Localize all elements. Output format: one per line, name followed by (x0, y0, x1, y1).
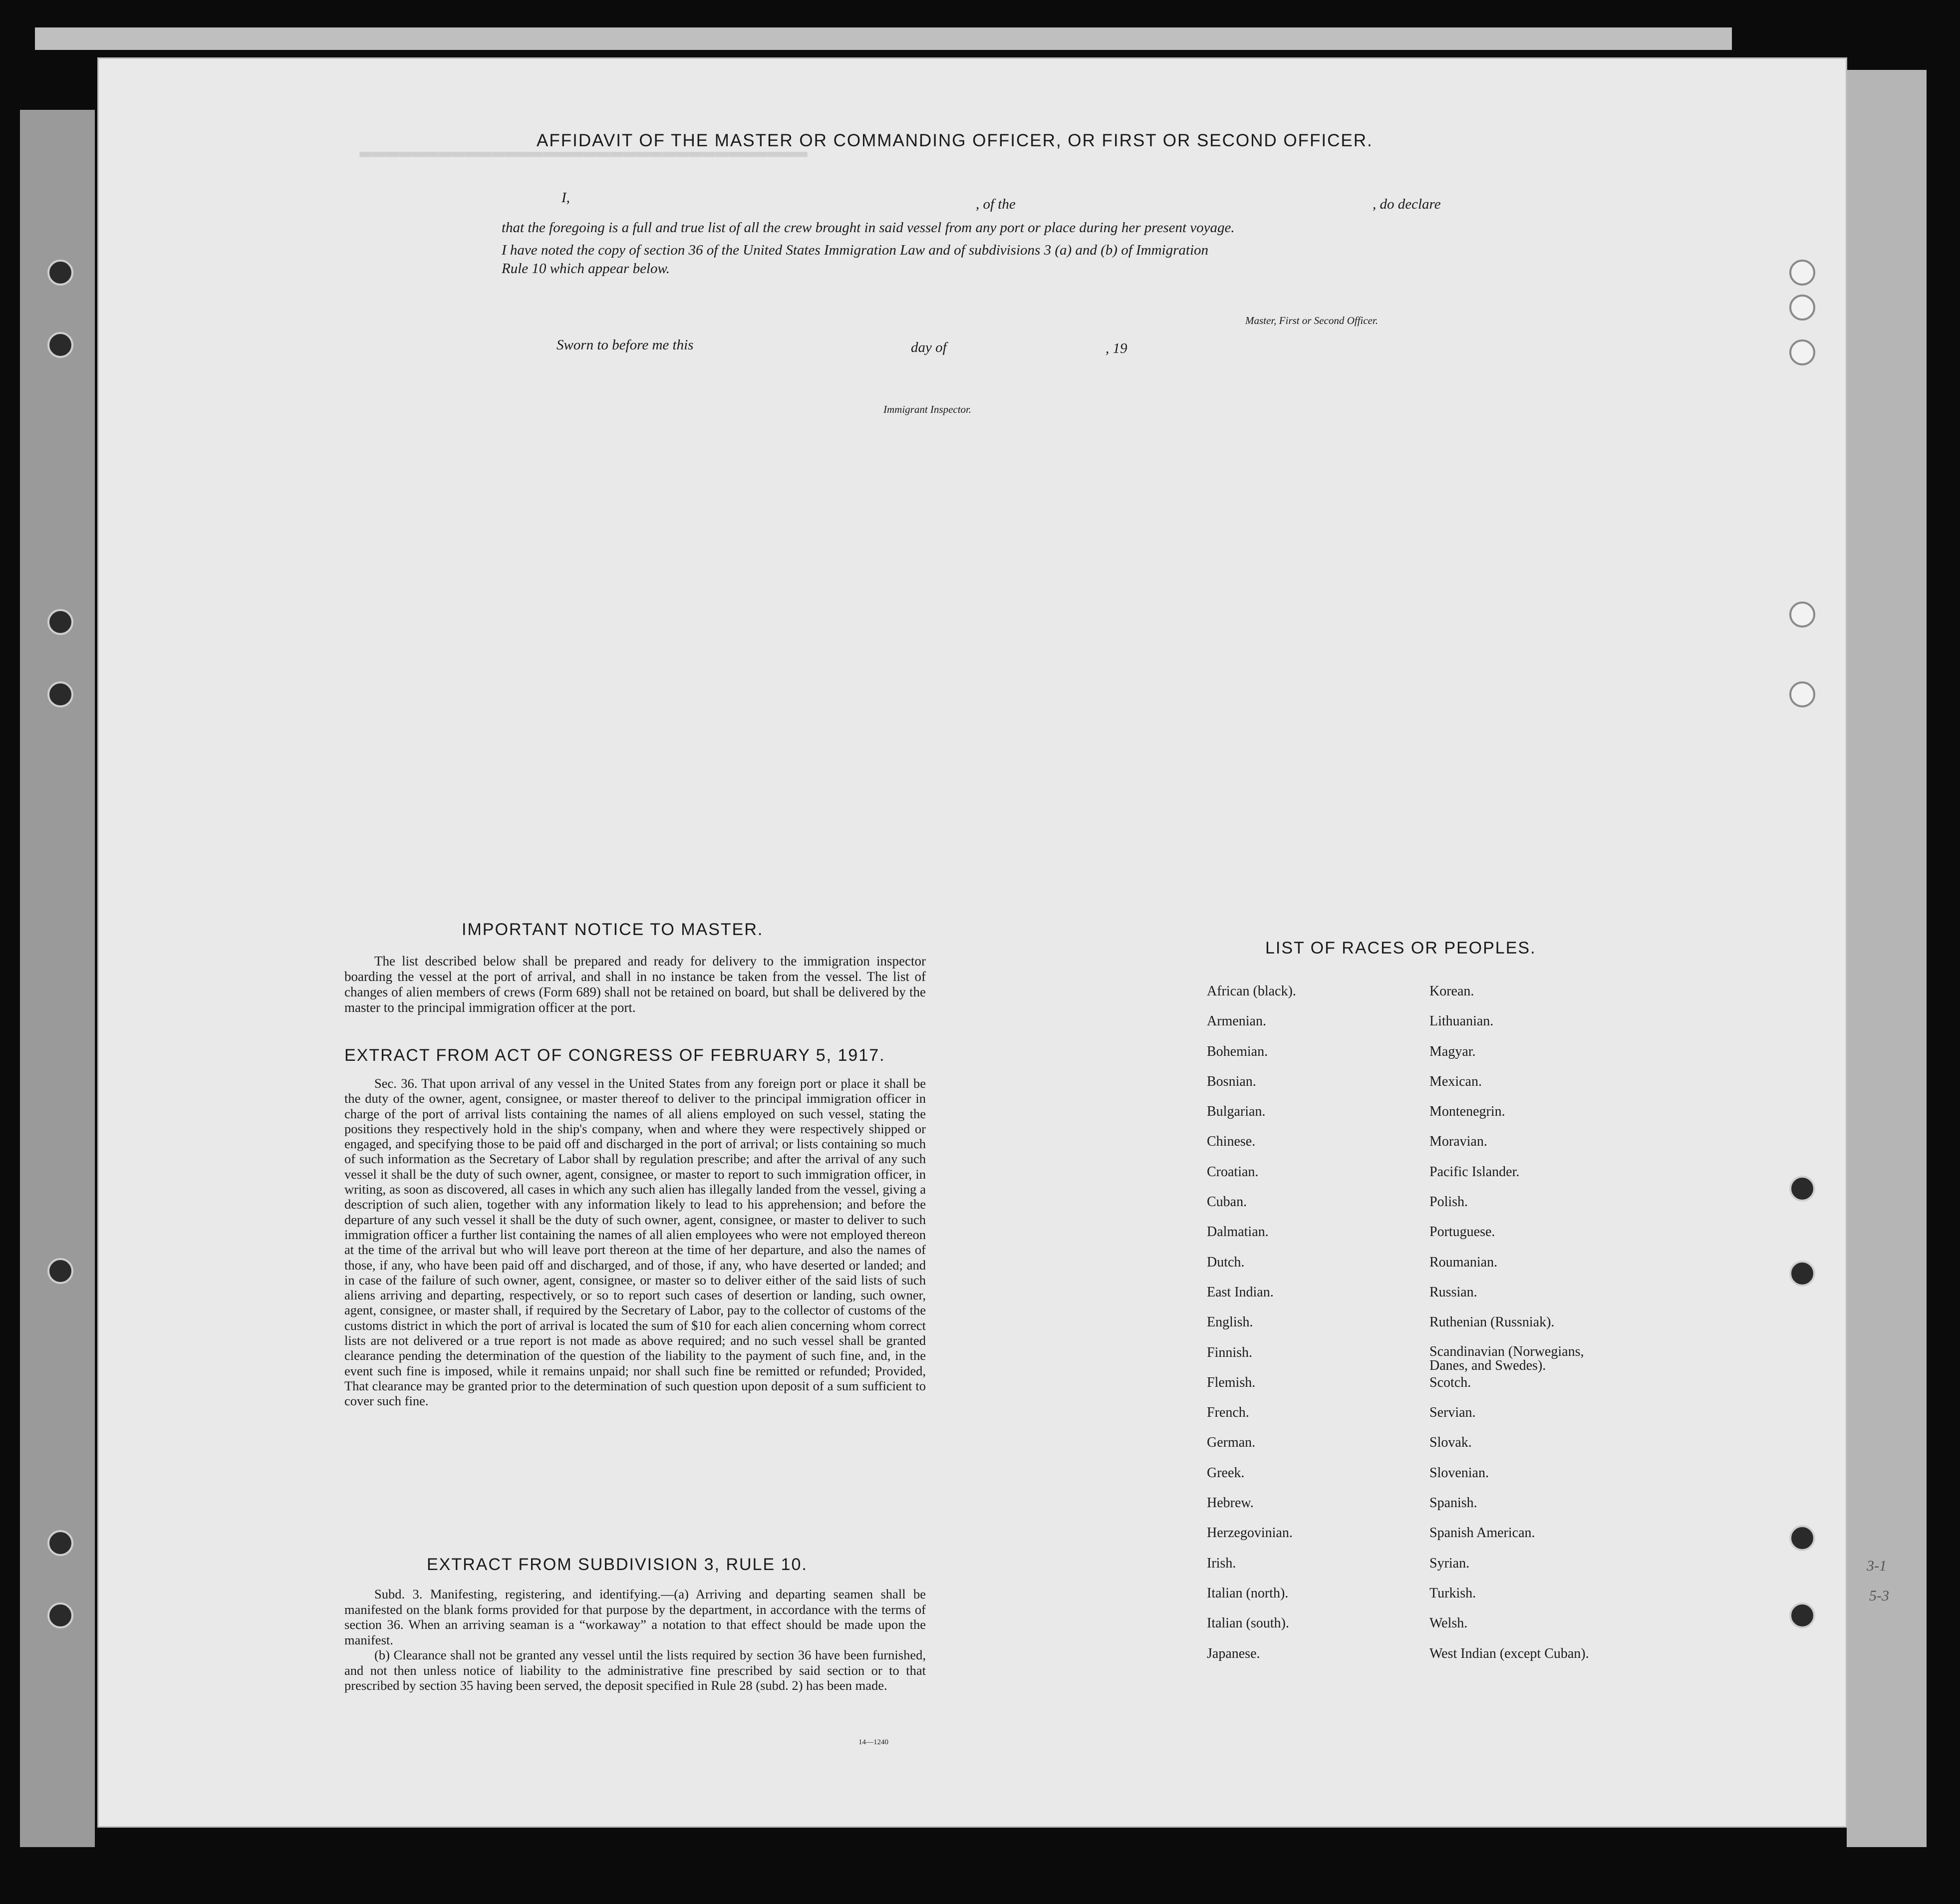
binder-hole (47, 1258, 73, 1284)
race-entry: Pacific Islander. (1429, 1164, 1520, 1180)
pencil-mark: 5-3 (1869, 1587, 1889, 1604)
rule-paragraph-b: (b) Clearance shall not be granted any vessel until the lists required by section 36 have been furnished, and not then unless notice of liability to the administrative fine prescribed by said section or to that prescribed by section 35 having been served, the deposit specified in Rule 28 (subd. 2) has been made. (344, 1647, 926, 1693)
binder-hole (1789, 602, 1815, 628)
race-entry: Spanish. (1429, 1495, 1477, 1511)
affidavit-line-3: I have noted the copy of section 36 of the United States Immigration Law and of subdivisions 3 (a) and (b) of Immigration (502, 242, 1209, 258)
inspector-caption: Immigrant Inspector. (883, 403, 972, 415)
race-entry: Slovenian. (1429, 1465, 1489, 1481)
act-paragraph: Sec. 36. That upon arrival of any vessel in the United States from any foreign port or place it shall be the duty of the owner, agent, consignee, or master thereof to deliver to the principal immigration officer in charge of the port of arrival lists containing the names of all aliens employed on such vessel, stating the positions they respectively hold in the ship's company, when and where they were respectively shipped or engaged, and specifying those to be paid off and discharged in the port of arrival; or lists containing so much of such information as the Secretary of Labor shall by regulation prescribe; and after the arrival of any such vessel it shall be the duty of such owner, agent, consignee, or master to report to such immigration officer, in writing, as soon as discovered, all cases in which any such alien has illegally landed from the vessel, giving a description of such alien, together with any information likely to lead to his apprehension; and before the departure of any such vessel it shall be the duty of such owner, agent, consignee, or master to deliver to such immigration officer a further list containing the names of all alien employees who were not employed thereon at the time of the arrival but who will leave port thereon at the time of her departure, and also the names of those, if any, who have been paid off and discharged, and of those, if any, who have deserted or landed; and in case of the failure of such owner, agent, consignee, or master so to deliver either of the said lists of such aliens arriving and departing, respectively, or so to report such cases of desertion or landing, such owner, agent, consignee, or master shall, if required by the Secretary of Labor, pay to the collector of customs of the customs district in which the port of arrival is located the sum of $10 for each alien concerning whom correct lists are not delivered or a true report is not made as above required; and no such vessel shall be granted clearance pending the determination of the question of the liability to the payment of such fine, and, in the event such fine is imposed, while it remains unpaid; nor shall such fine be remitted or refunded; Provided, That clearance may be granted prior to the determination of such question upon deposit of a sum sufficient to cover such fine. (344, 1076, 926, 1409)
pencil-mark: 3-1 (1867, 1558, 1887, 1574)
race-entry: Polish. (1429, 1194, 1468, 1210)
sworn-line: Sworn to before me this (557, 337, 694, 353)
binder-hole (47, 681, 73, 707)
race-entry: Italian (south). (1207, 1615, 1289, 1631)
affidavit-line-declare: , do declare (1373, 196, 1441, 212)
race-entry: Dutch. (1207, 1254, 1245, 1270)
race-entry: Mexican. (1429, 1073, 1482, 1089)
affidavit-line-of: , of the (976, 196, 1016, 212)
race-entry: West Indian (except Cuban). (1429, 1645, 1589, 1661)
year-field: , 19 (1106, 340, 1127, 356)
notice-paragraph: The list described below shall be prepared and ready for delivery to the immigration inspector boarding the vessel at the port of arrival, and shall in no instance be taken from the vessel. The list of changes of alien members of crews (Form 689) shall not be retained on board, but shall be delivered by the master to the principal immigration officer at the port. (344, 953, 926, 1015)
race-entry: Ruthenian (Russniak). (1429, 1314, 1555, 1330)
race-entry: Portuguese. (1429, 1224, 1495, 1240)
affidavit-title: AFFIDAVIT OF THE MASTER OR COMMANDING OFFICER, OR FIRST OR SECOND OFFICER. (537, 131, 1373, 150)
rule-paragraph-a: Subd. 3. Manifesting, registering, and identifying.—(a) Arriving and departing seamen shall be manifested on the blank forms provided for that purpose by the department, in accordance with the terms of section 36. When an arriving seaman is a “workaway” a notation to that effect should be made upon the manifest. (344, 1587, 926, 1647)
race-entry: Servian. (1429, 1405, 1476, 1421)
race-entry: Japanese. (1207, 1645, 1260, 1661)
officer-caption: Master, First or Second Officer. (1245, 315, 1378, 326)
races-column-2 (1429, 983, 1619, 1676)
race-entry: English. (1207, 1314, 1253, 1330)
binding-rail (20, 110, 95, 1847)
binder-hole (47, 609, 73, 635)
race-entry: Magyar. (1429, 1043, 1476, 1059)
race-entry: Bulgarian. (1207, 1104, 1266, 1120)
race-entry: Spanish American. (1429, 1525, 1535, 1541)
notice-text (344, 953, 926, 1015)
act-title: EXTRACT FROM ACT OF CONGRESS OF FEBRUARY 5, 1917. (344, 1046, 885, 1065)
rule-title: EXTRACT FROM SUBDIVISION 3, RULE 10. (427, 1555, 808, 1574)
race-entry: Russian. (1429, 1284, 1477, 1300)
affidavit-line-4: Rule 10 which appear below. (502, 261, 670, 277)
race-entry: Scandinavian (Norwegians, Danes, and Swedes). (1429, 1343, 1584, 1373)
binder-hole (47, 260, 73, 286)
top-sheet-edge (35, 27, 1732, 50)
race-entry: Syrian. (1429, 1555, 1470, 1571)
race-entry: Armenian. (1207, 1013, 1266, 1029)
race-entry: Turkish. (1429, 1585, 1476, 1601)
race-entry: Bosnian. (1207, 1073, 1256, 1089)
binder-hole (47, 1602, 73, 1628)
bleed-through: ▬▬▬▬▬▬▬▬▬▬▬▬▬▬▬▬▬▬▬▬▬▬▬▬▬▬▬▬▬▬▬▬▬▬ (359, 140, 808, 165)
race-entry: Italian (north). (1207, 1585, 1289, 1601)
binder-hole (1789, 295, 1815, 320)
binder-hole (1789, 260, 1815, 286)
race-entry: Scotch. (1429, 1374, 1471, 1390)
affidavit-line-i: I, (561, 190, 570, 206)
rule-text (344, 1587, 926, 1693)
race-entry: Slovak. (1429, 1435, 1472, 1451)
right-sheet-edge (1847, 70, 1927, 1847)
race-entry: Roumanian. (1429, 1254, 1498, 1270)
race-entry: Welsh. (1429, 1615, 1468, 1631)
race-entry: Hebrew. (1207, 1495, 1254, 1511)
binder-hole (47, 332, 73, 358)
race-entry: Greek. (1207, 1465, 1245, 1481)
race-entry: East Indian. (1207, 1284, 1274, 1300)
race-entry: Bohemian. (1207, 1043, 1268, 1059)
races-title: LIST OF RACES OR PEOPLES. (1265, 939, 1536, 957)
act-text (344, 1076, 926, 1409)
binder-hole (1789, 339, 1815, 365)
binder-hole (1789, 1602, 1815, 1628)
race-entry: Dalmatian. (1207, 1224, 1269, 1240)
race-entry: Flemish. (1207, 1374, 1256, 1390)
race-entry: Croatian. (1207, 1164, 1259, 1180)
race-entry: German. (1207, 1435, 1256, 1451)
race-entry: Chinese. (1207, 1134, 1256, 1150)
form-number: 14—1240 (858, 1738, 888, 1746)
race-entry: Moravian. (1429, 1134, 1487, 1150)
race-entry: Finnish. (1207, 1344, 1253, 1360)
race-entry: Irish. (1207, 1555, 1236, 1571)
day-of: day of (911, 339, 947, 355)
binder-hole (1789, 1176, 1815, 1202)
binder-hole (1789, 681, 1815, 707)
binder-hole (1789, 1261, 1815, 1286)
race-entry: Montenegrin. (1429, 1104, 1505, 1120)
notice-title: IMPORTANT NOTICE TO MASTER. (462, 920, 764, 939)
race-entry: Cuban. (1207, 1194, 1247, 1210)
race-entry: Korean. (1429, 983, 1474, 999)
binder-hole (1789, 1525, 1815, 1551)
affidavit-line-2: that the foregoing is a full and true list of all the crew brought in said vessel from any port or place during her present voyage. (502, 220, 1235, 236)
race-entry: French. (1207, 1405, 1249, 1421)
races-column-1 (1207, 983, 1296, 1676)
binder-hole (47, 1530, 73, 1556)
race-entry: Lithuanian. (1429, 1013, 1494, 1029)
race-entry: Herzegovinian. (1207, 1525, 1293, 1541)
race-entry: African (black). (1207, 983, 1296, 999)
